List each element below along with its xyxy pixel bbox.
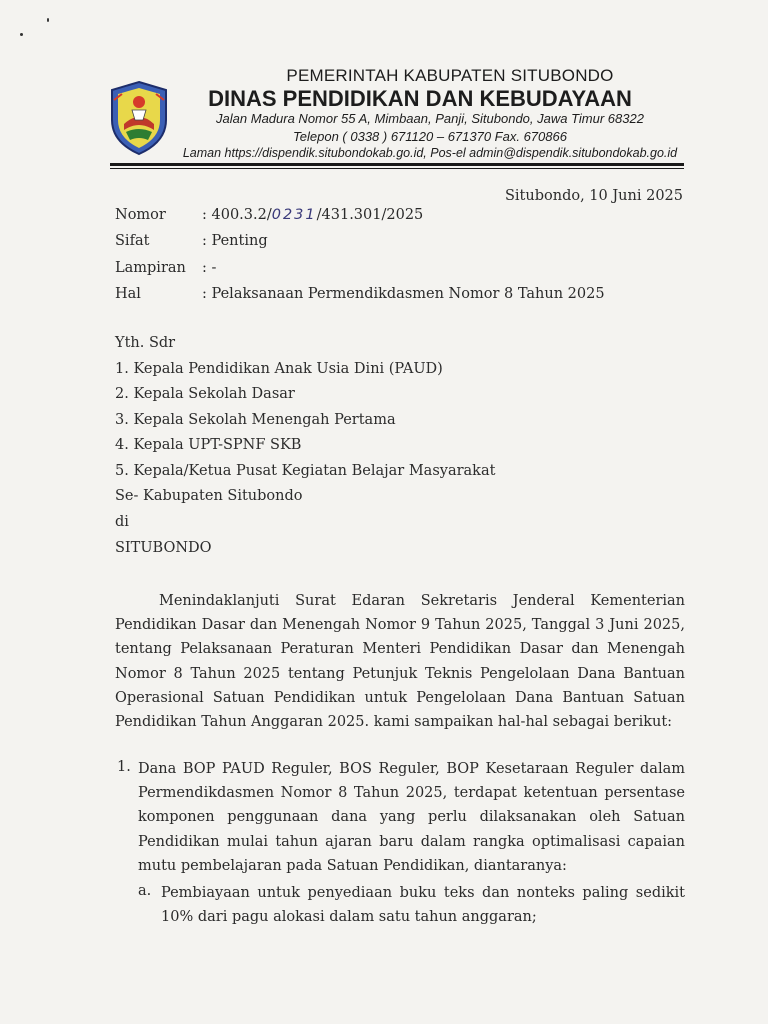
sub-a-letter: a. [138,883,152,899]
sub-a-line: 10% dari pagu alokasi dalam satu tahun anggaran; [161,909,537,926]
greeting: Yth. Sdr [115,335,176,351]
nomor-value [202,207,423,223]
scan-speck [47,18,49,22]
hal-value: : Pelaksanaan Permendikdasmen Nomor 8 Tahun 2025 [202,286,605,302]
point-1-line: komponen penggunaan dana yang perlu dilaksanakan oleh Satuan [138,809,685,826]
lampiran-value: : - [202,260,217,276]
recipient-di: di [115,514,129,530]
point-1-line: Permendikdasmen Nomor 8 Tahun 2025, terdapat ketentuan persentase [138,785,685,802]
recipient-item: 1. Kepala Pendidikan Anak Usia Dini (PAUD) [115,361,443,377]
nomor-handwritten: 0231 [271,207,317,223]
intro-line: Pendidikan Dasar dan Menengah Nomor 9 Tahun 2025, Tanggal 3 Juni 2025, [115,617,685,634]
sifat-value: : Penting [202,233,268,249]
intro-line: Nomor 8 Tahun 2025 tentang Petunjuk Teknis Pengelolaan Dana Bantuan [115,665,685,682]
nomor-prefix: : 400.3.2/ [202,207,272,223]
recipient-region: Se- Kabupaten Situbondo [115,488,303,504]
sifat-label: Sifat [115,233,150,249]
recipient-item: 2. Kepala Sekolah Dasar [115,386,295,402]
recipient-item: 5. Kepala/Ketua Pusat Kegiatan Belajar Masyarakat [115,463,496,479]
hal-label: Hal [115,286,141,302]
letterhead-department: DINAS PENDIDIKAN DAN KEBUDAYAAN [208,86,632,111]
letterhead-address: Jalan Madura Nomor 55 A, Mimbaan, Panji, Situbondo, Jawa Timur 68322 [216,111,644,126]
intro-paragraph [115,589,685,734]
letterhead-divider-thick [110,163,684,166]
sub-a-line: Pembiayaan untuk penyediaan buku teks dan nonteks paling sedikit [161,885,685,901]
recipient-city: SITUBONDO [115,540,212,556]
letterhead-divider-thin [110,168,684,169]
intro-line: Menindaklanjuti Surat Edaran Sekretaris Jenderal Kementerian [159,593,685,609]
intro-line: tentang Pelaksanaan Peraturan Menteri Pendidikan Dasar dan Menengah [115,641,685,658]
recipient-item: 4. Kepala UPT-SPNF SKB [115,437,302,453]
nomor-suffix: /431.301/2025 [316,207,424,223]
point-1-line: Pendidikan mulai tahun ajaran baru dalam rangka optimalisasi capaian [138,833,685,850]
intro-line: Operasional Satuan Pendidikan untuk Pengelolaan Dana Bantuan Satuan [115,689,685,706]
lampiran-label: Lampiran [115,260,186,276]
point-1-text [138,757,685,878]
nomor-label: Nomor [115,207,166,223]
point-1-number: 1. [117,759,131,775]
point-1-line: mutu pembelajaran pada Satuan Pendidikan, diantaranya: [138,857,567,874]
point-1-line: Dana BOP PAUD Reguler, BOS Reguler, BOP Kesetaraan Reguler dalam [138,761,685,777]
scan-speck [20,33,23,36]
recipient-item: 3. Kepala Sekolah Menengah Pertama [115,412,396,428]
intro-line: Pendidikan Tahun Anggaran 2025. kami sampaikan hal-hal sebagai berikut: [115,714,673,731]
letterhead-government: PEMERINTAH KABUPATEN SITUBONDO [286,66,614,85]
letterhead-phone: Telepon ( 0338 ) 671120 – 671370 Fax. 670866 [293,129,567,144]
sub-a-text [161,881,685,929]
letter-date: Situbondo, 10 Juni 2025 [504,188,683,204]
letterhead-web: Laman https://dispendik.situbondokab.go.id, Pos-el admin@dispendik.situbondokab.go.id [182,146,678,160]
